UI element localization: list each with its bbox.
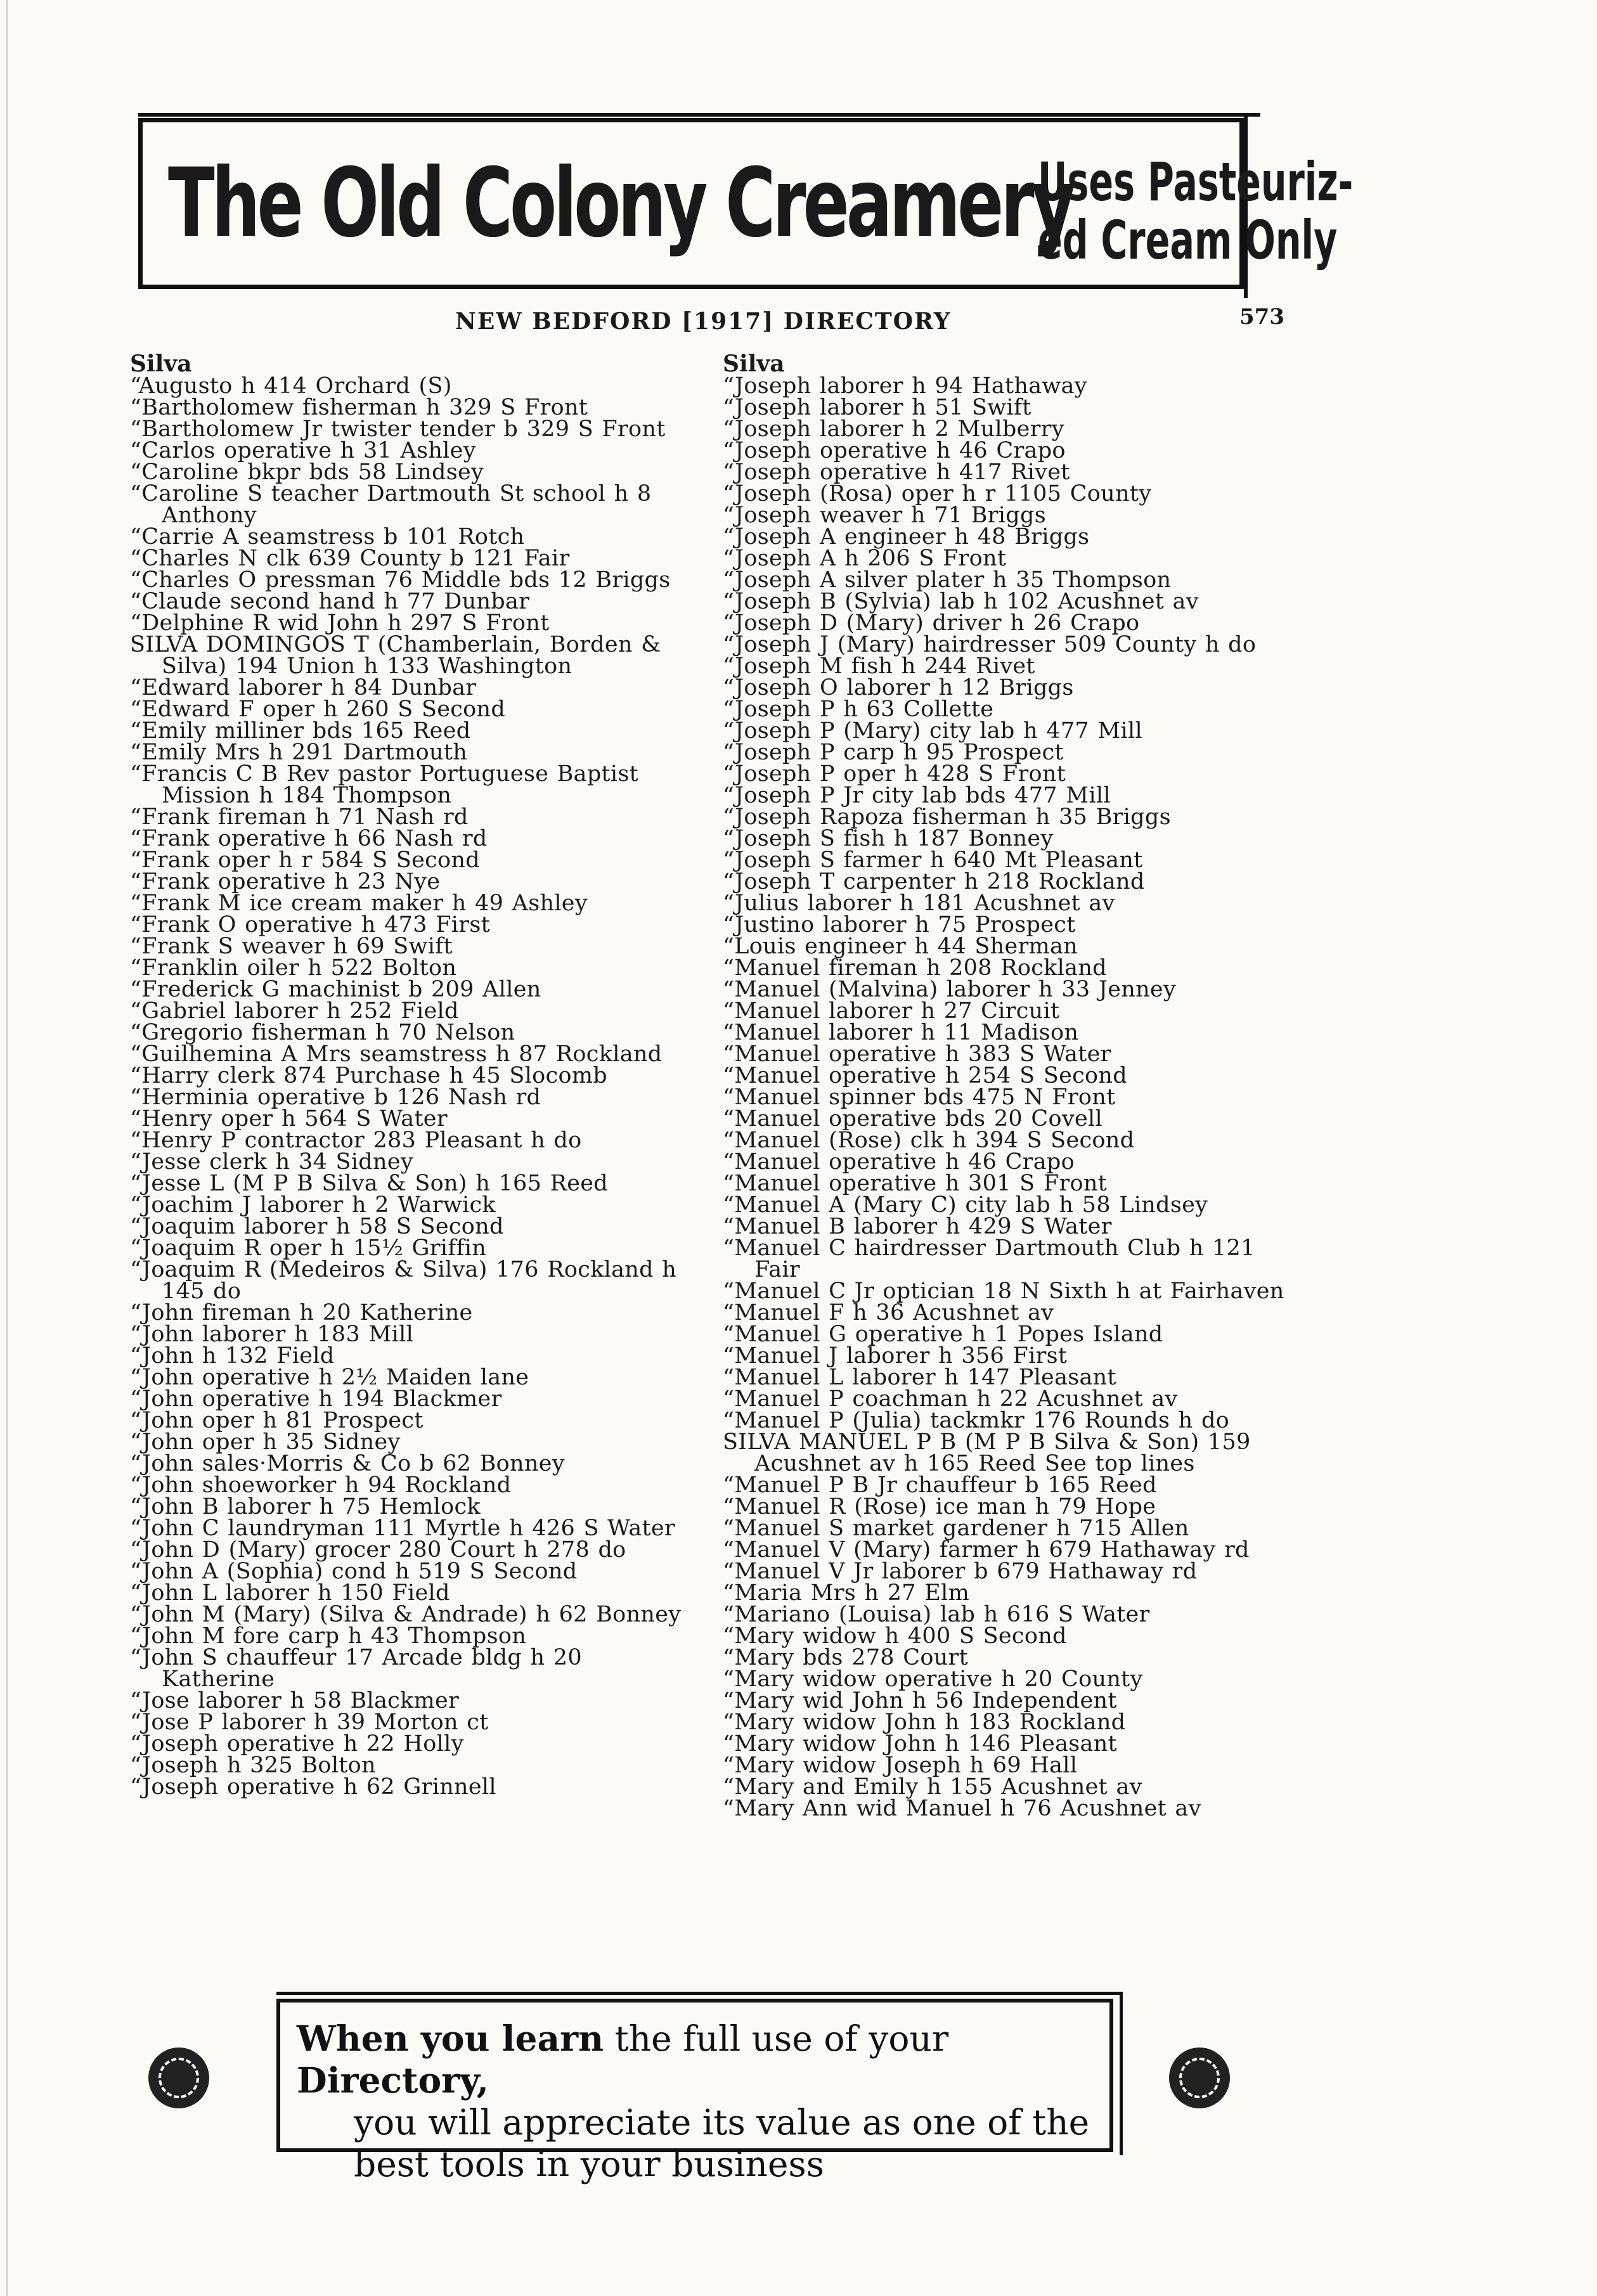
ad-slogan-line3: best tools in your business bbox=[354, 2144, 824, 2184]
ad-tagline bbox=[1038, 153, 1353, 269]
section-heading: Silva bbox=[723, 351, 785, 377]
ad-tagline-line2: ed Cream Only bbox=[1038, 209, 1338, 271]
directory-entry: “Edward laborer h 84 Dunbar bbox=[130, 675, 477, 700]
directory-entry: “Julius laborer h 181 Acushnet av bbox=[723, 891, 1115, 916]
directory-entry: SILVA DOMINGOS T (Chamberlain, Borden & Silva) 194 Union h 133 Washington bbox=[130, 632, 661, 679]
directory-entry: “Joseph A engineer h 48 Briggs bbox=[723, 524, 1090, 550]
directory-entry: “John operative h 194 Blackmer bbox=[130, 1386, 502, 1412]
directory-entry: “Frank S weaver h 69 Swift bbox=[130, 934, 453, 959]
directory-entry: “John laborer h 183 Mill bbox=[130, 1322, 414, 1347]
directory-entry: “Mary widow Joseph h 69 Hall bbox=[723, 1753, 1078, 1778]
directory-entry: “Joseph (Rosa) oper h r 1105 County bbox=[723, 481, 1152, 506]
top-advertisement bbox=[138, 118, 1354, 289]
directory-entry: “Manuel G operative h 1 Popes Island bbox=[723, 1322, 1163, 1347]
directory-entry: “Joaquim R oper h 15½ Griffin bbox=[130, 1235, 487, 1261]
directory-title: NEW BEDFORD [1917] DIRECTORY bbox=[455, 308, 952, 335]
directory-entry: “Joseph P h 63 Collette bbox=[723, 697, 994, 722]
directory-entry: “Manuel P coachman h 22 Acushnet av bbox=[723, 1386, 1178, 1412]
directory-entry: “Frederick G machinist b 209 Allen bbox=[130, 977, 541, 1002]
directory-entry: “Joseph laborer h 2 Mulberry bbox=[723, 416, 1064, 442]
directory-entry: “John M (Mary) (Silva & Andrade) h 62 Bonney bbox=[130, 1602, 682, 1627]
directory-entry: “John oper h 35 Sidney bbox=[130, 1429, 401, 1455]
directory-entry: “Joseph A silver plater h 35 Thompson bbox=[723, 567, 1172, 593]
page-header bbox=[0, 304, 1597, 346]
directory-entry: “Manuel S market gardener h 715 Allen bbox=[723, 1516, 1189, 1541]
directory-entry: “Claude second hand h 77 Dunbar bbox=[130, 589, 530, 614]
directory-entry: “Justino laborer h 75 Prospect bbox=[723, 912, 1076, 938]
left-column bbox=[130, 352, 701, 1798]
directory-entry: “Manuel spinner bds 475 N Front bbox=[723, 1085, 1116, 1110]
directory-entry: “Bartholomew fisherman h 329 S Front bbox=[130, 395, 588, 420]
directory-entry: “Joseph operative h 46 Crapo bbox=[723, 438, 1066, 463]
right-column bbox=[723, 352, 1293, 1819]
directory-entry: “Manuel P B Jr chauffeur b 165 Reed bbox=[723, 1473, 1157, 1498]
directory-entry: “Manuel operative h 383 S Water bbox=[723, 1042, 1111, 1067]
directory-entry: “Manuel operative h 46 Crapo bbox=[723, 1149, 1075, 1175]
bottom-ad-shadow-side bbox=[1120, 1992, 1123, 2155]
directory-entry: “John sales·Morris & Co b 62 Bonney bbox=[130, 1451, 565, 1476]
directory-entry: “Manuel (Malvina) laborer h 33 Jenney bbox=[723, 977, 1176, 1002]
directory-entry: “Francis C B Rev pastor Portuguese Baptist Mission h 184 Thompson bbox=[130, 761, 639, 808]
directory-entry: “Frank fireman h 71 Nash rd bbox=[130, 804, 469, 830]
directory-entry: “Manuel P (Julia) tackmkr 176 Rounds h do bbox=[723, 1408, 1230, 1433]
directory-entry: “Jesse L (M P B Silva & Son) h 165 Reed bbox=[130, 1171, 608, 1196]
directory-entry: “Joseph operative h 22 Holly bbox=[130, 1731, 464, 1757]
directory-entry: “Joseph laborer h 51 Swift bbox=[723, 395, 1031, 420]
ad-slogan-line2: you will appreciate its value as one of the bbox=[354, 2102, 1090, 2143]
directory-entry: “Mariano (Louisa) lab h 616 S Water bbox=[723, 1602, 1150, 1627]
directory-entry: “Mary widow John h 183 Rockland bbox=[723, 1710, 1126, 1735]
directory-entry: “John L laborer h 150 Field bbox=[130, 1580, 450, 1606]
directory-entry: “Gregorio fisherman h 70 Nelson bbox=[130, 1020, 515, 1045]
directory-entry: “Manuel F h 36 Acushnet av bbox=[723, 1300, 1054, 1325]
directory-entry: “Mary wid John h 56 Independent bbox=[723, 1688, 1117, 1713]
entry-list bbox=[723, 375, 1293, 1819]
directory-entry: “Mary widow John h 146 Pleasant bbox=[723, 1731, 1117, 1757]
directory-entry: “Carlos operative h 31 Ashley bbox=[130, 438, 476, 463]
directory-entry: “Joaquim laborer h 58 S Second bbox=[130, 1214, 504, 1239]
directory-entry: “Gabriel laborer h 252 Field bbox=[130, 998, 459, 1024]
directory-entry: “Joseph S farmer h 640 Mt Pleasant bbox=[723, 848, 1143, 873]
directory-entry: “Joseph P Jr city lab bds 477 Mill bbox=[723, 783, 1111, 808]
directory-entry: “Henry P contractor 283 Pleasant h do bbox=[130, 1128, 582, 1153]
directory-entry: “Manuel J laborer h 356 First bbox=[723, 1343, 1068, 1369]
directory-entry: “Charles N clk 639 County b 121 Fair bbox=[130, 546, 570, 571]
directory-entry: “John shoeworker h 94 Rockland bbox=[130, 1473, 512, 1498]
directory-entry: “Joseph T carpenter h 218 Rockland bbox=[723, 869, 1145, 894]
directory-entry: “Frank oper h r 584 S Second bbox=[130, 848, 480, 873]
ad-slogan-mid: the full use of your bbox=[604, 2018, 949, 2059]
directory-entry: “Joseph P (Mary) city lab h 477 Mill bbox=[723, 718, 1143, 744]
directory-entry: “Joseph O laborer h 12 Briggs bbox=[723, 675, 1074, 700]
directory-entry: “Manuel operative h 254 S Second bbox=[723, 1063, 1127, 1088]
ad-slogan-line1 bbox=[297, 2018, 1102, 2101]
emblem-icon bbox=[1169, 2048, 1230, 2108]
directory-entry: “Emily Mrs h 291 Dartmouth bbox=[130, 740, 468, 765]
ad-slogan-bold-c: Directory, bbox=[297, 2060, 489, 2101]
directory-entry: “Joseph P oper h 428 S Front bbox=[723, 761, 1066, 787]
directory-entry: “Frank M ice cream maker h 49 Ashley bbox=[130, 891, 588, 916]
directory-entry: “Manuel laborer h 27 Circuit bbox=[723, 998, 1060, 1024]
directory-entry: “Manuel laborer h 11 Madison bbox=[723, 1020, 1079, 1045]
ad-slogan bbox=[297, 2018, 1102, 2185]
directory-entry: “Carrie A seamstress b 101 Rotch bbox=[130, 524, 525, 550]
directory-entry: “Herminia operative b 126 Nash rd bbox=[130, 1085, 541, 1110]
directory-entry: “Jose laborer h 58 Blackmer bbox=[130, 1688, 460, 1713]
directory-entry: “Manuel C Jr optician 18 N Sixth h at Fairhaven bbox=[723, 1279, 1284, 1304]
directory-entry: “Frank O operative h 473 First bbox=[130, 912, 490, 938]
directory-entry: “Manuel C hairdresser Dartmouth Club h 121 Fair bbox=[723, 1235, 1255, 1282]
directory-entry: “Louis engineer h 44 Sherman bbox=[723, 934, 1078, 959]
directory-entry: “Augusto h 414 Orchard (S) bbox=[130, 373, 452, 399]
directory-entry: “Frank operative h 66 Nash rd bbox=[130, 826, 488, 851]
directory-entry: “Joseph Rapoza fisherman h 35 Briggs bbox=[723, 804, 1171, 830]
directory-entry: “Manuel V Jr laborer b 679 Hathaway rd bbox=[723, 1559, 1198, 1584]
ad-tagline-line1: Uses Pasteuriz- bbox=[1038, 151, 1354, 213]
directory-entry: “John C laundryman 111 Myrtle h 426 S Water bbox=[130, 1516, 675, 1541]
directory-entry: “Manuel V (Mary) farmer h 679 Hathaway rd bbox=[723, 1537, 1250, 1563]
bottom-advertisement bbox=[276, 1999, 1113, 2184]
directory-entry: “Joachim J laborer h 2 Warwick bbox=[130, 1192, 496, 1218]
directory-entry: “Bartholomew Jr twister tender b 329 S Front bbox=[130, 416, 666, 442]
directory-entry: “Joseph B (Sylvia) lab h 102 Acushnet av bbox=[723, 589, 1199, 614]
directory-entry: “Manuel (Rose) clk h 394 S Second bbox=[723, 1128, 1135, 1153]
directory-entry: “John operative h 2½ Maiden lane bbox=[130, 1365, 529, 1390]
directory-entry: “Jose P laborer h 39 Morton ct bbox=[130, 1710, 489, 1735]
page-number: 573 bbox=[1239, 304, 1284, 330]
directory-entry: “Mary Ann wid Manuel h 76 Acushnet av bbox=[723, 1796, 1201, 1821]
directory-entry: “Manuel B laborer h 429 S Water bbox=[723, 1214, 1112, 1239]
directory-entry: “Joseph weaver h 71 Briggs bbox=[723, 503, 1046, 528]
emblem-icon bbox=[148, 2048, 209, 2108]
directory-entry: “Joaquim R (Medeiros & Silva) 176 Rockland h 145 do bbox=[130, 1257, 677, 1304]
directory-entry: “John S chauffeur 17 Arcade bldg h 20 Katherine bbox=[130, 1645, 582, 1692]
directory-entry: “John oper h 81 Prospect bbox=[130, 1408, 423, 1433]
directory-entry: “Mary bds 278 Court bbox=[723, 1645, 968, 1670]
directory-entry: “Mary widow operative h 20 County bbox=[723, 1667, 1143, 1692]
ad-slogan-bold-a: When you learn bbox=[297, 2018, 604, 2059]
directory-entry: “Joseph P carp h 95 Prospect bbox=[723, 740, 1064, 765]
bottom-ad-shadow bbox=[276, 1992, 1123, 1995]
directory-entry: “Caroline S teacher Dartmouth St school h 8 Anthony bbox=[130, 481, 652, 528]
directory-entry: “Emily milliner bds 165 Reed bbox=[130, 718, 471, 744]
directory-entry: “Jesse clerk h 34 Sidney bbox=[130, 1149, 413, 1175]
directory-entry: “Frank operative h 23 Nye bbox=[130, 869, 441, 894]
directory-entry: “Caroline bkpr bds 58 Lindsey bbox=[130, 460, 484, 485]
directory-entry: “Joseph J (Mary) hairdresser 509 County h do bbox=[723, 632, 1257, 657]
directory-entry: “John h 132 Field bbox=[130, 1343, 335, 1369]
directory-entry: “Joseph S fish h 187 Bonney bbox=[723, 826, 1054, 851]
directory-entry: “John fireman h 20 Katherine bbox=[130, 1300, 473, 1325]
directory-entry: “Manuel R (Rose) ice man h 79 Hope bbox=[723, 1494, 1156, 1519]
directory-entry: “Manuel operative bds 20 Covell bbox=[723, 1106, 1102, 1132]
top-ad-shadow bbox=[138, 113, 1260, 117]
directory-entry: “Guilhemina A Mrs seamstress h 87 Rockland bbox=[130, 1042, 663, 1067]
directory-entry: “John M fore carp h 43 Thompson bbox=[130, 1623, 527, 1649]
directory-entry: “Maria Mrs h 27 Elm bbox=[723, 1580, 970, 1606]
directory-entry: “Franklin oiler h 522 Bolton bbox=[130, 955, 457, 981]
directory-entry: “Harry clerk 874 Purchase h 45 Slocomb bbox=[130, 1063, 608, 1088]
section-heading: Silva bbox=[130, 351, 192, 377]
directory-entry: SILVA MANUEL P B (M P B Silva & Son) 159 Acushnet av h 165 Reed See top lines bbox=[723, 1429, 1251, 1476]
directory-entry: “Manuel fireman h 208 Rockland bbox=[723, 955, 1107, 981]
directory-entry: “Joseph laborer h 94 Hathaway bbox=[723, 373, 1087, 399]
directory-entry: “Joseph h 325 Bolton bbox=[130, 1753, 376, 1778]
directory-entry: “Mary and Emily h 155 Acushnet av bbox=[723, 1774, 1142, 1800]
directory-entry: “Joseph A h 206 S Front bbox=[723, 546, 1007, 571]
directory-entry: “Edward F oper h 260 S Second bbox=[130, 697, 506, 722]
directory-entry: “Manuel operative h 301 S Front bbox=[723, 1171, 1108, 1196]
directory-entry: “Manuel L laborer h 147 Pleasant bbox=[723, 1365, 1116, 1390]
entry-list bbox=[130, 375, 701, 1798]
directory-entry: “Delphine R wid John h 297 S Front bbox=[130, 610, 550, 636]
directory-entry: “Joseph operative h 62 Grinnell bbox=[130, 1774, 496, 1800]
directory-entry: “Manuel A (Mary C) city lab h 58 Lindsey bbox=[723, 1192, 1208, 1218]
ad-brand-name: The Old Colony Creamery bbox=[168, 148, 1073, 259]
directory-entry: “John D (Mary) grocer 280 Court h 278 do bbox=[130, 1537, 626, 1563]
directory-entry: “Henry oper h 564 S Water bbox=[130, 1106, 448, 1132]
directory-entry: “Joseph D (Mary) driver h 26 Crapo bbox=[723, 610, 1140, 636]
directory-entry: “John A (Sophia) cond h 519 S Second bbox=[130, 1559, 578, 1584]
directory-entry: “Joseph operative h 417 Rivet bbox=[723, 460, 1070, 485]
directory-entry: “Joseph M fish h 244 Rivet bbox=[723, 654, 1035, 679]
directory-entry: “John B laborer h 75 Hemlock bbox=[130, 1494, 481, 1519]
directory-entry: “Mary widow h 400 S Second bbox=[723, 1623, 1067, 1649]
directory-entry: “Charles O pressman 76 Middle bds 12 Briggs bbox=[130, 567, 671, 593]
